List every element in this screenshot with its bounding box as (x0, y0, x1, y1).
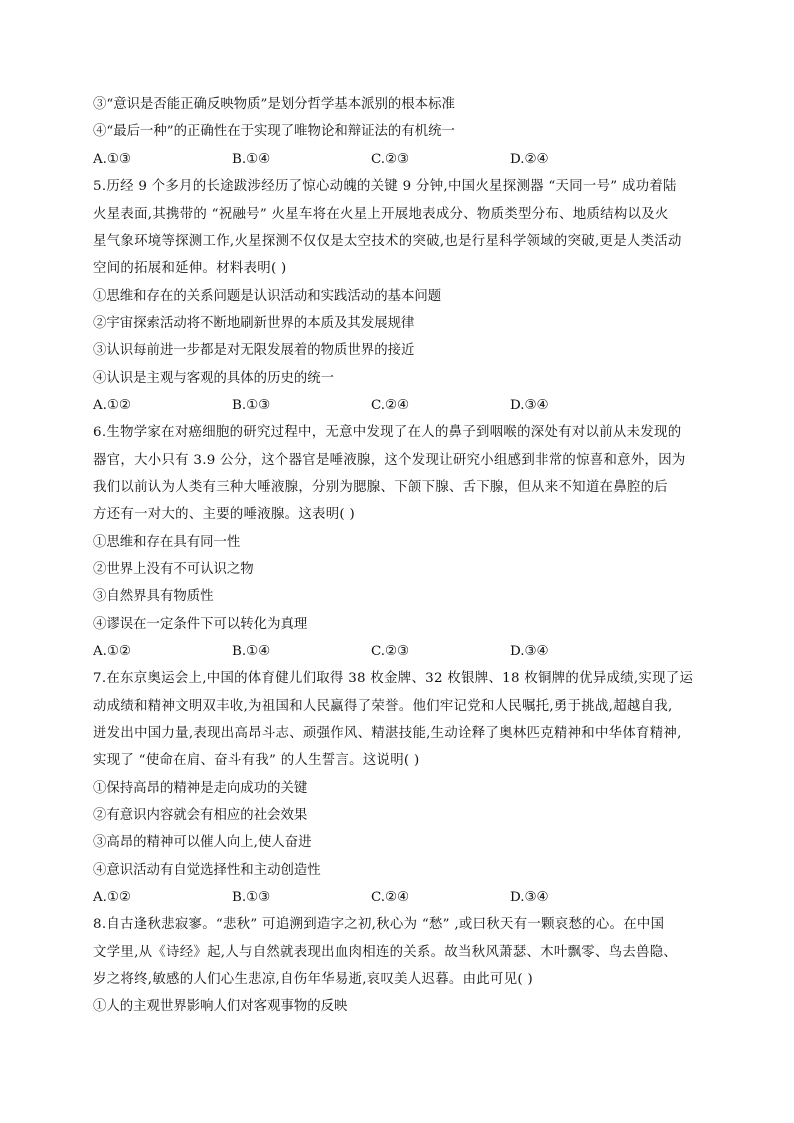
q7-statement-4: ④意识活动有自觉选择性和主动创造性 (93, 863, 321, 878)
q4-statement-4: ④“最后一种”的正确性在于实现了唯物论和辩证法的有机统一 (93, 124, 455, 139)
q5-statement-3: ③认识每前进一步都是对无限发展着的物质世界的接近 (93, 343, 415, 358)
q4-statement-3: ③“意识是否能正确反映物质”是划分哲学基本派别的根本标准 (93, 97, 455, 112)
q7-stem-line-3: 迸发出中国力量,表现出高昂斗志、顽强作风、精湛技能,生动诠释了奥林匹克精神和中华体育精神, (93, 726, 682, 741)
q7-stem-line-2: 动成绩和精神文明双丰收,为祖国和人民赢得了荣誉。他们牢记党和人民嘱托,勇于挑战,超越自我, (93, 699, 673, 714)
q5-option-c[interactable]: C.②④ (371, 398, 410, 413)
q6-statement-1: ①思维和存在具有同一性 (93, 535, 241, 550)
q6-statement-4: ④谬误在一定条件下可以转化为真理 (93, 617, 308, 632)
q4-option-a[interactable]: A.①③ (93, 152, 131, 167)
q6-statement-3: ③自然界具有物质性 (93, 589, 214, 604)
q7-option-c[interactable]: C.②④ (371, 890, 410, 905)
q5-option-a[interactable]: A.①② (93, 398, 131, 413)
q7-statement-1: ①保持高昂的精神是走向成功的关键 (93, 781, 308, 796)
q7-option-a[interactable]: A.①② (93, 890, 131, 905)
q5-stem-line-4: 空间的拓展和延伸。材料表明( ) (93, 261, 287, 276)
q6-stem-line-2: 器官，大小只有 3.9 公分，这个器官是唾液腺，这个发现让研究小组感到非常的惊喜和意外，因为 (93, 453, 686, 468)
q7-option-d[interactable]: D.③④ (510, 890, 549, 905)
q5-stem-line-1: 5.历经 9 个多月的长途跋涉经历了惊心动魄的关键 9 分钟,中国火星探测器 “天同一号” 成功着陆 (93, 179, 677, 194)
q5-option-d[interactable]: D.③④ (510, 398, 549, 413)
q7-stem-line-1: 7.在东京奥运会上,中国的体育健儿们取得 38 枚金牌、32 枚银牌、18 枚铜牌的优异成绩,实现了运 (93, 671, 694, 686)
q7-stem-line-4: 实现了 “使命在肩、奋斗有我” 的人生誓言。这说明( ) (93, 753, 420, 768)
q6-option-c[interactable]: C.②③ (371, 644, 410, 659)
q8-statement-1: ①人的主观世界影响人们对客观事物的反映 (93, 999, 348, 1014)
q5-statement-1: ①思维和存在的关系问题是认识活动和实践活动的基本问题 (93, 289, 442, 304)
q6-stem-line-4: 方还有一对大的、主要的唾液腺。这表明( ) (93, 507, 356, 522)
q5-option-b[interactable]: B.①③ (232, 398, 271, 413)
q7-statement-2: ②有意识内容就会有相应的社会效果 (93, 808, 308, 823)
q6-option-d[interactable]: D.③④ (510, 644, 549, 659)
q8-stem-line-3: 岁之将终,敏感的人们心生悲凉,自伤年华易逝,哀叹美人迟暮。由此可见( ) (93, 972, 533, 987)
q6-option-b[interactable]: B.①④ (232, 644, 271, 659)
q7-option-b[interactable]: B.①③ (232, 890, 271, 905)
q6-statement-2: ②世界上没有不可认识之物 (93, 562, 254, 577)
q6-stem-line-1: 6.生物学家在对癌细胞的研究过程中，无意中发现了在人的鼻子到咽喉的深处有对以前从未发现的 (93, 425, 682, 440)
q6-stem-line-3: 我们以前认为人类有三种大唾液腺，分别为腮腺、下颌下腺、舌下腺，但从来不知道在鼻腔的后 (93, 480, 669, 495)
q5-statement-2: ②宇宙探索活动将不断地刷新世界的本质及其发展规律 (93, 316, 415, 331)
q7-statement-3: ③高昂的精神可以催人向上,使人奋进 (93, 835, 312, 850)
q8-stem-line-1: 8.自古逢秋悲寂寥。“悲秋” 可追溯到造字之初,秋心为 “愁” ,或曰秋天有一颗哀愁的心。在中国 (93, 917, 665, 932)
q4-option-d[interactable]: D.②④ (510, 152, 549, 167)
q5-stem-line-2: 火星表面,其携带的 “祝融号” 火星车将在火星上开展地表成分、物质类型分布、地质结构以及火 (93, 207, 669, 222)
q4-option-c[interactable]: C.②③ (371, 152, 410, 167)
q6-option-a[interactable]: A.①② (93, 644, 131, 659)
q5-statement-4: ④认识是主观与客观的具体的历史的统一 (93, 371, 335, 386)
q5-stem-line-3: 星气象环境等探测工作,火星探测不仅仅是太空技术的突破,也是行星科学领域的突破,更是人类活动 (93, 234, 682, 249)
q8-stem-line-2: 文学里,从《诗经》起,人与自然就表现出血肉相连的关系。故当秋风萧瑟、木叶飘零、鸟去兽隐、 (93, 945, 678, 960)
q4-option-b[interactable]: B.①④ (232, 152, 271, 167)
